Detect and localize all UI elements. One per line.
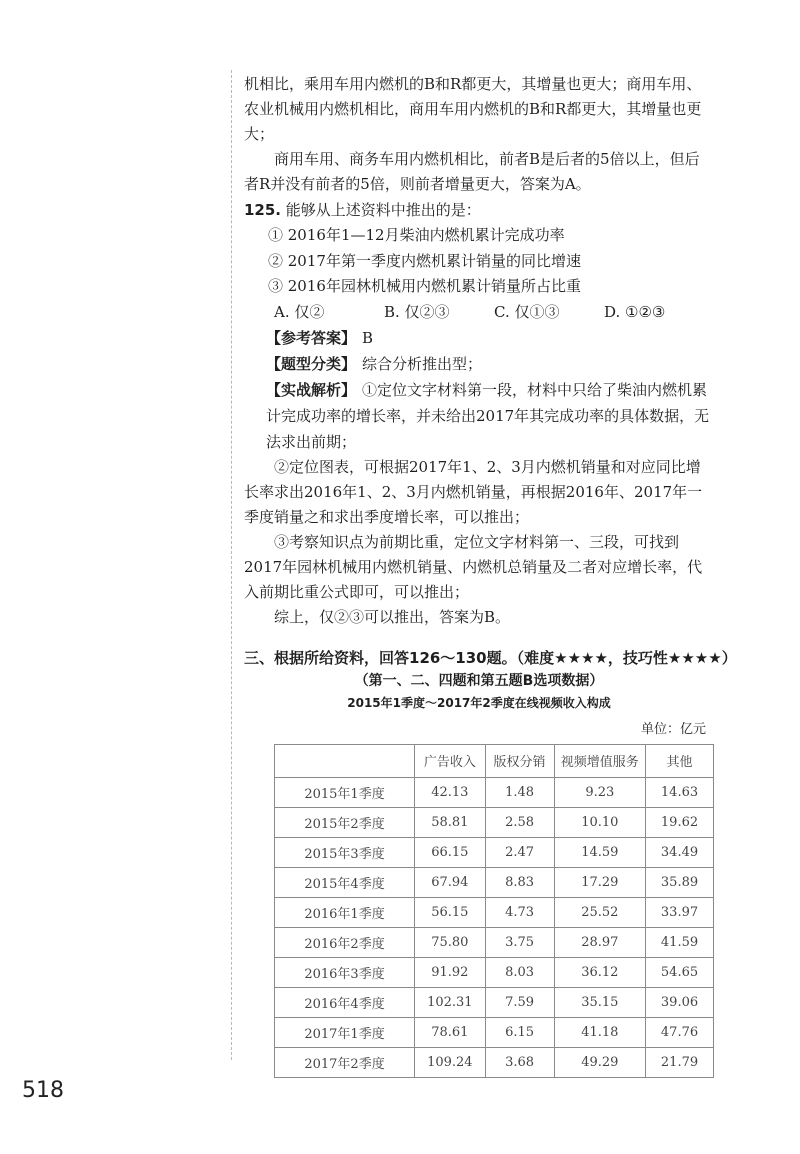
header-ad: 广告收入 [415,744,486,777]
table-cell: 17.29 [554,867,646,897]
table-cell: 102.31 [415,987,486,1017]
answer-value: B [362,328,374,347]
table-row-label: 2015年2季度 [275,807,415,837]
table-cell: 3.75 [485,927,554,957]
table-row-label: 2015年3季度 [275,837,415,867]
table-row [275,987,714,1017]
header-empty [275,744,415,777]
question-number: 125. [244,201,282,219]
type-value: 综合分析推出型； [362,354,483,373]
table-cell: 56.15 [415,897,486,927]
table-cell: 58.81 [415,807,486,837]
table-cell: 41.18 [554,1017,646,1047]
choice-c: C. 仅①③ [494,302,560,321]
table-row [275,807,714,837]
table-cell: 49.29 [554,1047,646,1077]
table-cell: 19.62 [646,807,714,837]
table-row [275,957,714,987]
option-2: ② 2017年第一季度内燃机累计销量的同比增速 [268,251,581,270]
table-row [275,837,714,867]
table-row-label: 2015年1季度 [275,777,415,807]
answer-choices [274,300,714,325]
table-row-label: 2016年1季度 [275,897,415,927]
table-cell: 14.59 [554,837,646,867]
table-cell: 42.13 [415,777,486,807]
table-cell: 35.89 [646,867,714,897]
page-content [244,72,737,1078]
question-stem [244,197,714,223]
header-vas: 视频增值服务 [554,744,646,777]
choice-a: A. 仅② [274,302,325,321]
choice-b: B. 仅②③ [384,302,450,321]
header-copyright: 版权分销 [485,744,554,777]
table-cell: 47.76 [646,1017,714,1047]
question-stem-text: 能够从上述资料中推出的是： [285,201,481,219]
type-line [266,351,714,377]
intro-line-1: 机相比，乘用车用内燃机的B和R都更大，其增量也更大；商用车用、农业机械用内燃机相比，商用车用内燃机的B和R都更大，其增量也更大； [244,75,702,143]
type-tag: 【题型分类】 [266,354,357,373]
table-cell: 2.58 [485,807,554,837]
table-cell: 66.15 [415,837,486,867]
table-cell: 35.15 [554,987,646,1017]
table-row-label: 2015年4季度 [275,867,415,897]
analysis-para-2: ②定位图表，可根据2017年1、2、3月内燃机销量和对应同比增长率求出2016年1、2、3月内燃机销量，再根据2016年、2017年一季度销量之和求出季度增长率，可以推出； [244,457,703,526]
table-cell: 33.97 [646,897,714,927]
table-cell: 8.83 [485,867,554,897]
table-row-label: 2016年2季度 [275,927,415,957]
section-subtitle: （第一、二、四题和第五题B选项数据） [354,672,604,689]
table-cell: 14.63 [646,777,714,807]
table-cell: 10.10 [554,807,646,837]
table-header-row [275,744,714,777]
table-caption: 2015年1季度～2017年2季度在线视频收入构成 [347,695,611,710]
page-number: 518 [22,1078,64,1103]
table-row [275,1047,714,1077]
table-cell: 9.23 [554,777,646,807]
choice-d: D. ①②③ [604,302,666,321]
table-cell: 7.59 [485,987,554,1017]
revenue-table [274,744,714,1078]
table-row [275,897,714,927]
table-unit: 单位：亿元 [640,721,706,737]
analysis-tag: 【实战解析】 [266,380,357,399]
table-cell: 67.94 [415,867,486,897]
table-body [275,777,714,1077]
table-cell: 2.47 [485,837,554,867]
table-row [275,777,714,807]
option-1: ① 2016年1—12月柴油内燃机累计完成功率 [268,226,565,244]
table-cell: 21.79 [646,1047,714,1077]
intro-line-2: 商用车用、商务车用内燃机相比，前者B是后者的5倍以上，但后者R并没有前者的5倍，则前者增量更大，答案为A。 [244,150,700,193]
table-cell: 8.03 [485,957,554,987]
header-other: 其他 [646,744,714,777]
answer-tag: 【参考答案】 [266,328,357,347]
analysis-para-3: ③考察知识点为前期比重，定位文字材料第一、三段，可找到2017年园林机械用内燃机销量、内燃机总销量及二者对应增长率，代入前期比重公式即可，可以推出； [244,532,703,601]
analysis-para-1: ①定位文字材料第一段，材料中只给了柴油内燃机累计完成功率的增长率，并未给出2017年其完成功率的具体数据，无法求出前期； [266,380,710,451]
page-gutter-line [231,70,232,1060]
table-row-label: 2017年2季度 [275,1047,415,1077]
table-cell: 39.06 [646,987,714,1017]
analysis-line [266,377,714,455]
table-cell: 1.48 [485,777,554,807]
table-cell: 4.73 [485,897,554,927]
table-cell: 78.61 [415,1017,486,1047]
table-cell: 109.24 [415,1047,486,1077]
answer-line [266,325,714,351]
table-row [275,1017,714,1047]
table-cell: 6.15 [485,1017,554,1047]
table-cell: 28.97 [554,927,646,957]
table-cell: 3.68 [485,1047,554,1077]
table-row-label: 2017年1季度 [275,1017,415,1047]
option-3: ③ 2016年园林机械用内燃机累计销量所占比重 [268,277,581,295]
table-cell: 91.92 [415,957,486,987]
table-cell: 75.80 [415,927,486,957]
table-row [275,867,714,897]
table-cell: 25.52 [554,897,646,927]
table-row [275,927,714,957]
table-cell: 54.65 [646,957,714,987]
table-cell: 36.12 [554,957,646,987]
table-cell: 41.59 [646,927,714,957]
section-title: 三、根据所给资料，回答126～130题。（难度★★★★，技巧性★★★★） [244,648,737,667]
table-row-label: 2016年3季度 [275,957,415,987]
table-cell: 34.49 [646,837,714,867]
table-row-label: 2016年4季度 [275,987,415,1017]
analysis-para-4: 综上，仅②③可以推出，答案为B。 [274,607,511,626]
